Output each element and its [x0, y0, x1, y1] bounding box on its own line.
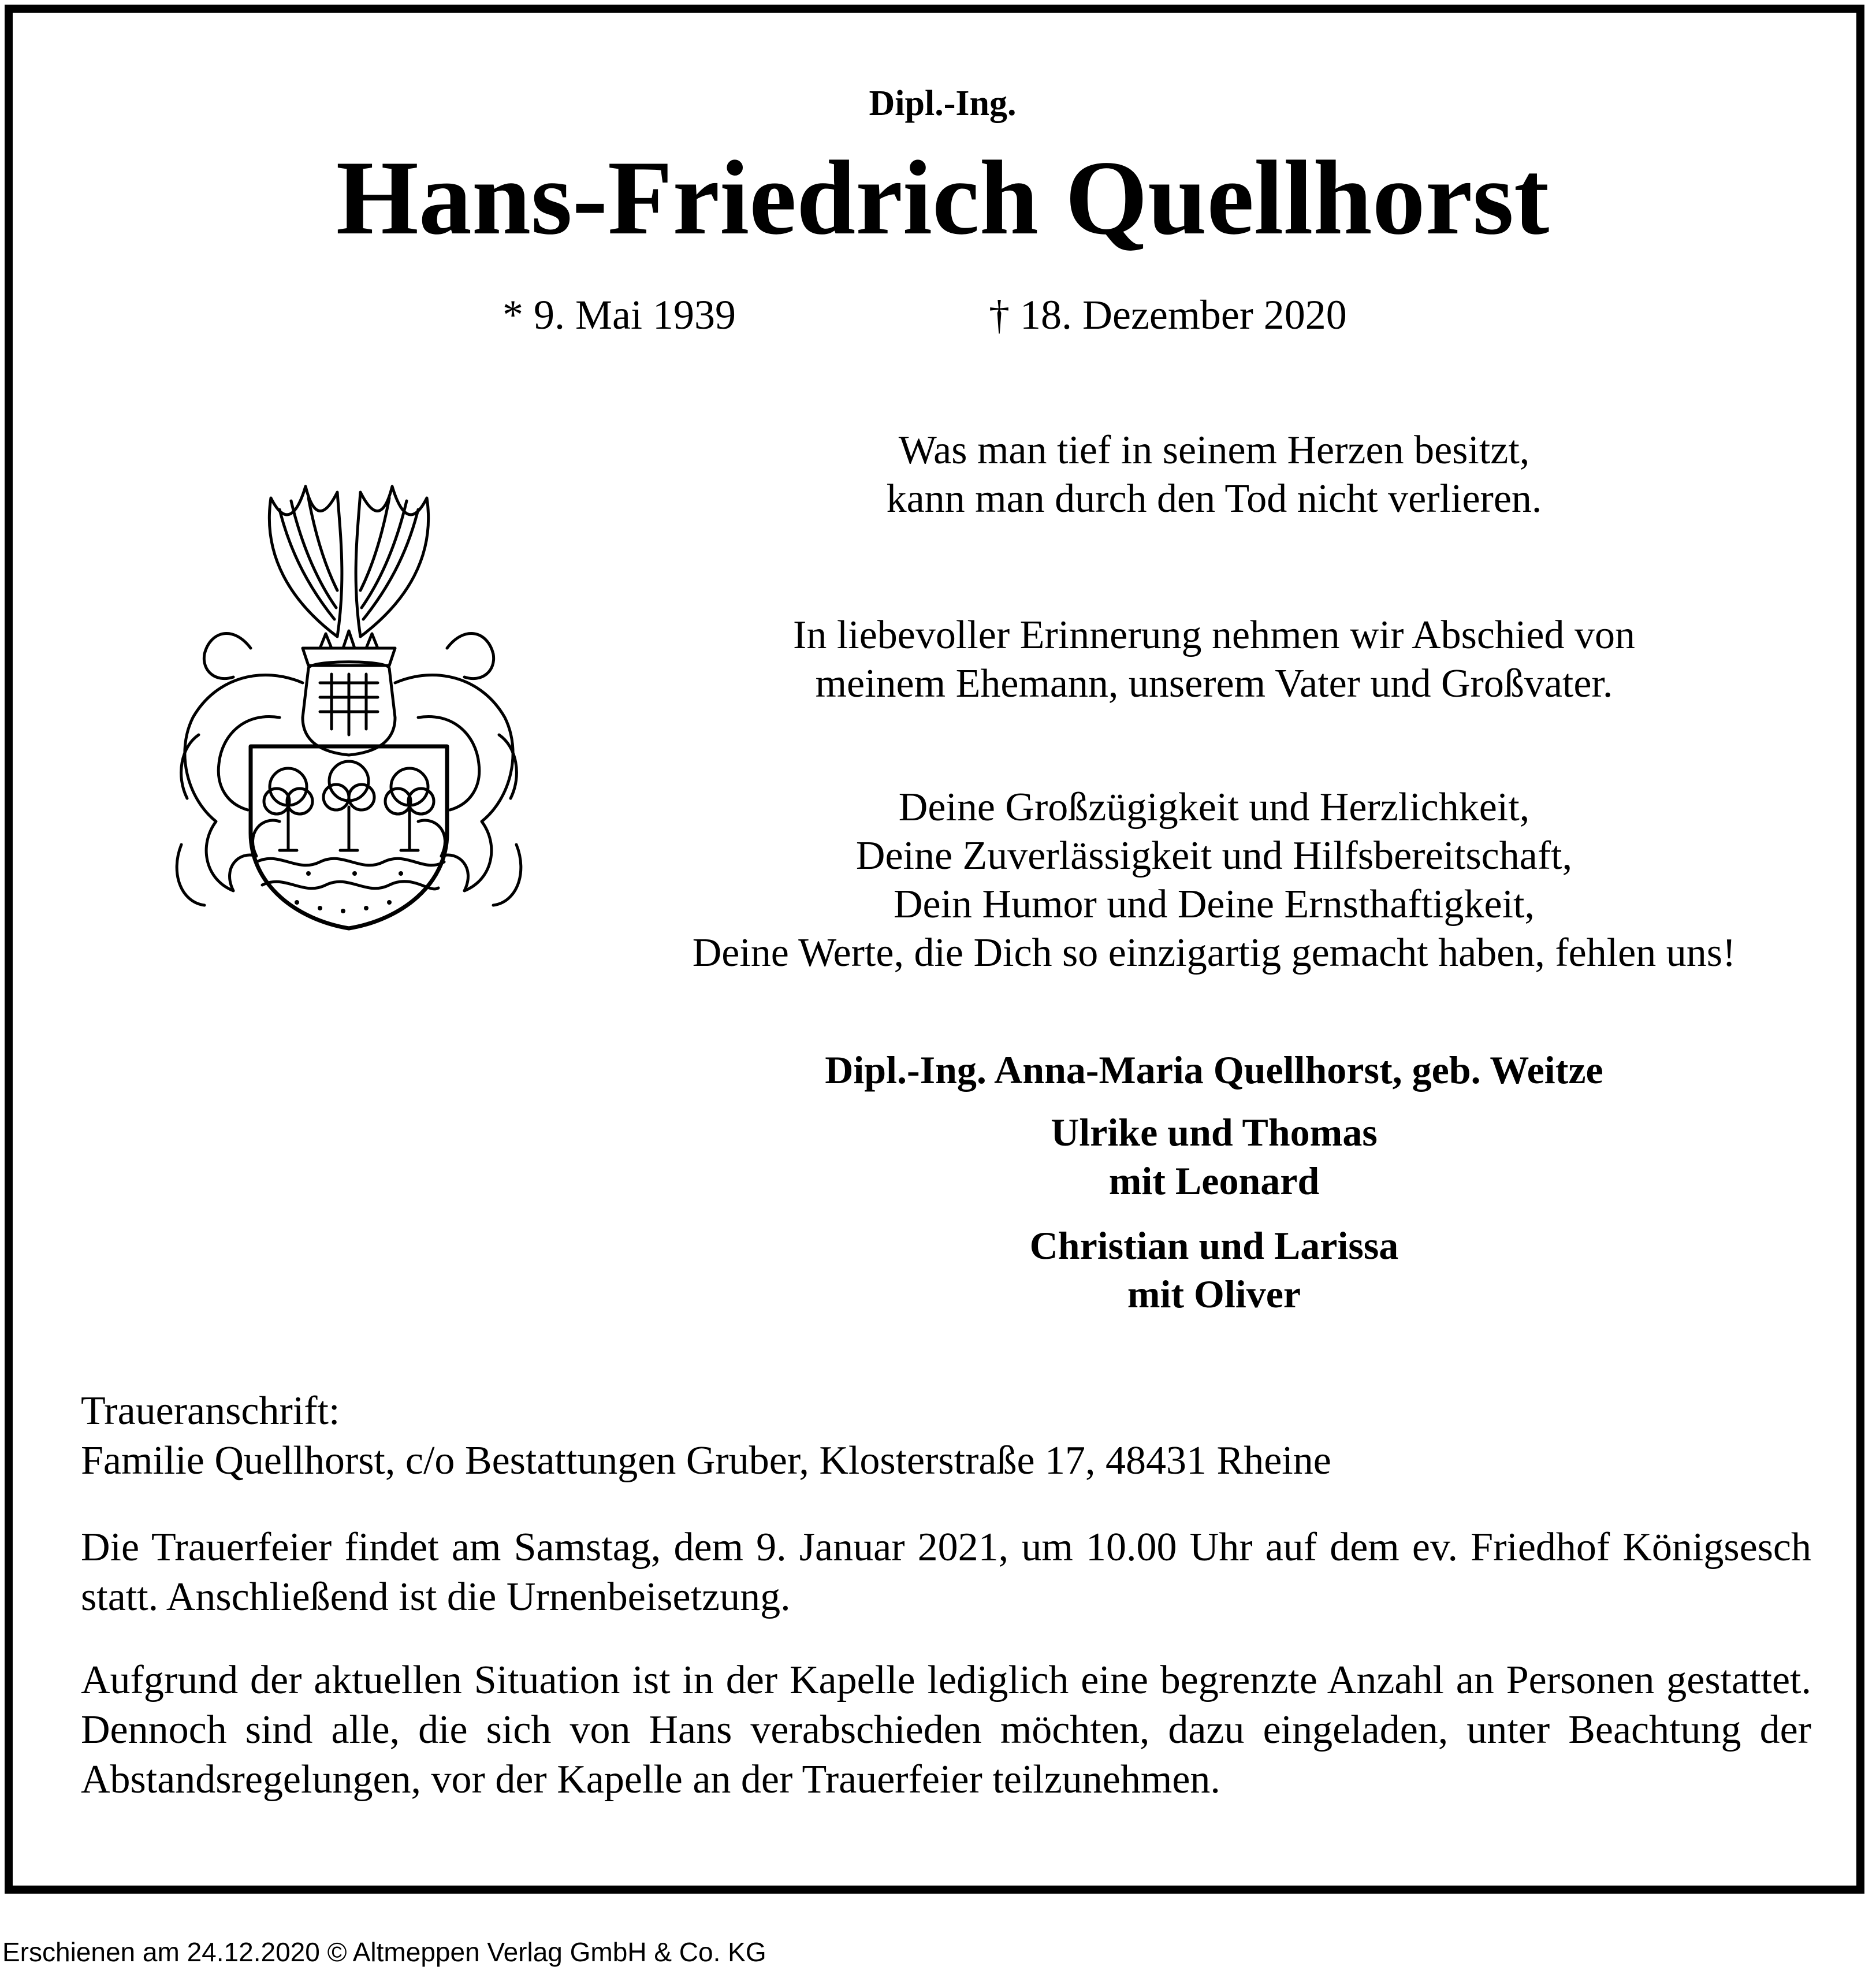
covid-notice-text: Aufgrund der aktuellen Situation ist in der Kapelle lediglich eine begrenzte Anzahl an Personen gestattet. Dennoch sind alle, die sich von Hans verabschieden möchten, dazu eingeladen, unter Beachtung der Abstandsregelungen, vor der Kapelle an der Trauerfeier teilzunehmen. — [81, 1658, 1811, 1802]
verse — [631, 426, 1797, 523]
tribute-line: Deine Zuverlässigkeit und Hilfsbereitschaft, — [855, 834, 1573, 878]
family-line: mit Oliver — [1127, 1272, 1301, 1316]
title-prefix: Dipl.-Ing. — [869, 84, 1017, 123]
tribute-text — [631, 783, 1797, 977]
tribute-line: Deine Großzügigkeit und Herzlichkeit, — [898, 785, 1530, 830]
ceremony-info — [81, 1523, 1811, 1622]
family-line: mit Leonard — [1108, 1159, 1320, 1203]
family-group-1 — [631, 1108, 1797, 1205]
address-label: Traueranschrift: — [81, 1389, 340, 1433]
birth-date: * 9. Mai 1939 — [502, 292, 736, 338]
spouse-name: Dipl.-Ing. Anna-Maria Quellhorst, geb. Weitze — [825, 1048, 1603, 1092]
family-spouse — [631, 1046, 1797, 1094]
publication-footer: Erschienen am 24.12.2020 © Altmeppen Verlag GmbH & Co. KG — [2, 1937, 766, 1967]
covid-notice — [81, 1656, 1811, 1805]
family-group-2 — [631, 1221, 1797, 1318]
verse-line: Was man tief in seinem Herzen besitzt, — [898, 428, 1530, 473]
intro-line: In liebevoller Erinnerung nehmen wir Abschied von — [793, 613, 1635, 657]
coat-of-arms-icon — [147, 475, 545, 931]
deceased-name: Hans-Friedrich Quellhorst — [336, 139, 1550, 256]
intro-line: meinem Ehemann, unserem Vater und Großvater. — [815, 661, 1613, 706]
tribute-line: Dein Humor und Deine Ernsthaftigkeit, — [893, 882, 1535, 927]
intro-text — [631, 611, 1797, 708]
family-line: Christian und Larissa — [1029, 1224, 1399, 1267]
tribute-line: Deine Werte, die Dich so einzigartig gemacht haben, fehlen uns! — [692, 931, 1736, 975]
family-line: Ulrike und Thomas — [1051, 1110, 1378, 1154]
verse-line: kann man durch den Tod nicht verlieren. — [886, 477, 1542, 521]
obituary-frame — [5, 5, 1864, 1894]
address-text: Familie Quellhorst, c/o Bestattungen Gruber, Klosterstraße 17, 48431 Rheine — [81, 1438, 1331, 1483]
ceremony-text: Die Trauerfeier findet am Samstag, dem 9. Januar 2021, um 10.00 Uhr auf dem ev. Friedhof Königsesch statt. Anschließend ist die Urnenbeisetzung. — [81, 1525, 1811, 1619]
mourning-address — [81, 1386, 1811, 1486]
death-date: † 18. Dezember 2020 — [989, 292, 1347, 338]
